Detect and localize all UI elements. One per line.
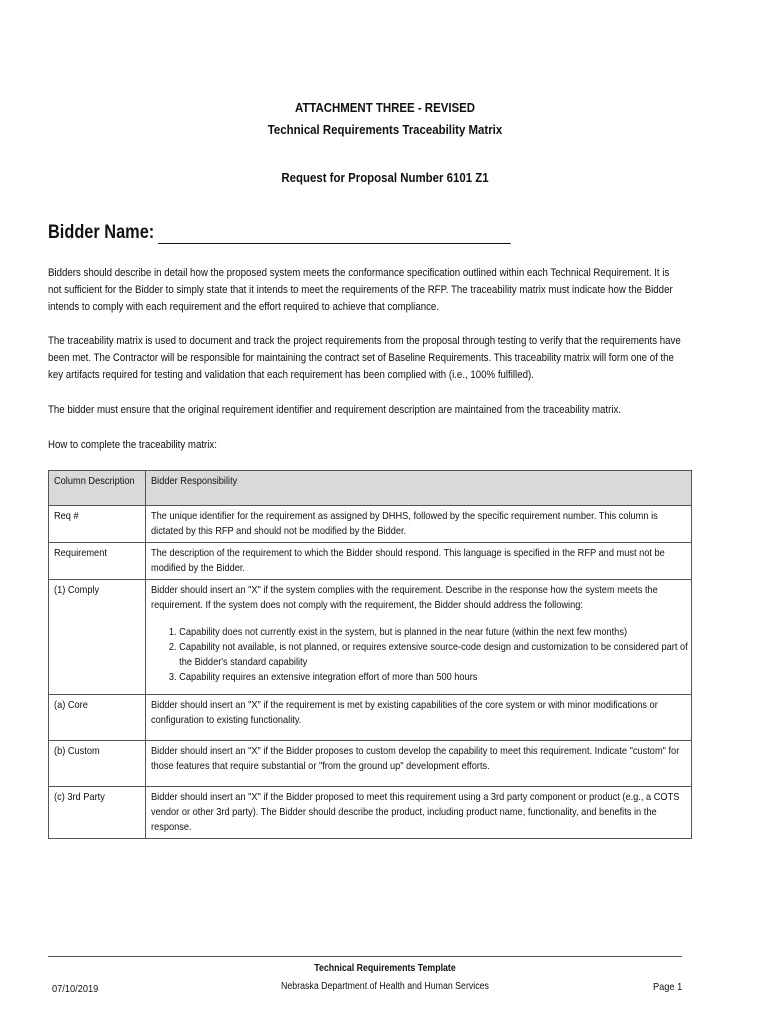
paragraph-how-to: How to complete the traceability matrix: — [48, 439, 217, 451]
table-header-row — [49, 471, 692, 506]
footer-divider — [48, 956, 682, 957]
footer-template-name: Technical Requirements Template — [314, 963, 456, 974]
row-label: (c) 3rd Party — [49, 787, 146, 839]
bidder-name-label: Bidder Name: — [48, 222, 155, 243]
row-description: Bidder should insert an "X" if the Bidder proposes to custom develop the capability to meet this requirement. Indicate "custom" for those features that require substantial or "from the ground up" development efforts. — [146, 741, 692, 787]
list-item: 3. Capability requires an extensive integration effort of more than 500 hours — [179, 670, 688, 685]
bidder-name-blank-line — [158, 225, 511, 244]
paragraph-identifier: The bidder must ensure that the original requirement identifier and requirement description are maintained from the traceability matrix. — [48, 404, 622, 416]
row-description: The description of the requirement to which the Bidder should respond. This language is specified in the RFP and must not be modified by the Bidder. — [146, 543, 692, 580]
table-row — [49, 506, 692, 543]
row-label: Req # — [49, 506, 146, 543]
rfp-number: Request for Proposal Number 6101 Z1 — [281, 170, 489, 185]
header-column-description: Column Description — [49, 471, 146, 506]
row-description: Bidder should insert an "X" if the Bidder proposed to meet this requirement using a 3rd party component or product (e.g., a COTS vendor or other 3rd party). The Bidder should describe the product, including product name, functionality, and benefits in the response. — [146, 787, 692, 839]
table-row — [49, 741, 692, 787]
row-label: Requirement — [49, 543, 146, 580]
row-description: The unique identifier for the requirement as assigned by DHHS, followed by the specific requirement number. This column is dictated by this RFP and should not be modified by the Bidder. — [146, 506, 692, 543]
table-row — [49, 695, 692, 741]
table-row — [49, 787, 692, 839]
row-description — [146, 580, 692, 695]
list-item: 2. Capability not available, is not planned, or requires extensive source-code design and customization to be considered part of the Bidder's standard capability — [179, 640, 688, 670]
table-row — [49, 580, 692, 695]
responsibility-table — [48, 470, 692, 839]
table-row — [49, 543, 692, 580]
list-item: 1. Capability does not currently exist in the system, but is planned in the near future (within the next few months) — [179, 625, 688, 640]
document-title: Technical Requirements Traceability Matrix — [267, 122, 503, 137]
attachment-heading: ATTACHMENT THREE - REVISED — [294, 100, 476, 115]
noncompliance-list — [151, 625, 688, 685]
paragraph-traceability: The traceability matrix is used to document and track the project requirements from the proposal through testing to verify that the requirements have been met. The Contractor will be responsible for maintaining the contract set of Baseline Requirements. This traceability matrix will form one of the key artifacts required for testing and validation that each requirement has been complied with (i.e., 100% fulfilled). — [48, 335, 681, 381]
row-description: Bidder should insert an "X" if the requirement is met by existing capabilities of the core system or with minor modifications or configuration to existing functionality. — [146, 695, 692, 741]
footer-department: Nebraska Department of Health and Human Services — [281, 981, 489, 992]
row-label: (b) Custom — [49, 741, 146, 787]
bidder-name-row — [48, 222, 510, 244]
comply-description: Bidder should insert an "X" if the system complies with the requirement. Describe in the response how the system meets the requirement. If the system does not comply with the requirement, the Bidder should address the following: — [151, 584, 658, 611]
paragraph-intro: Bidders should describe in detail how the proposed system meets the conformance specification outlined within each Technical Requirement. It is not sufficient for the Bidder to simply state that it intends to meet the requirements of the RFP. The traceability matrix must indicate how the Bidder intends to comply with each requirement and the effort required to achieve that compliance. — [48, 267, 673, 313]
footer-date: 07/10/2019 — [52, 983, 99, 995]
header-bidder-responsibility: Bidder Responsibility — [146, 471, 692, 506]
row-label: (1) Comply — [49, 580, 146, 695]
footer-page-number: Page 1 — [652, 981, 682, 993]
row-label: (a) Core — [49, 695, 146, 741]
